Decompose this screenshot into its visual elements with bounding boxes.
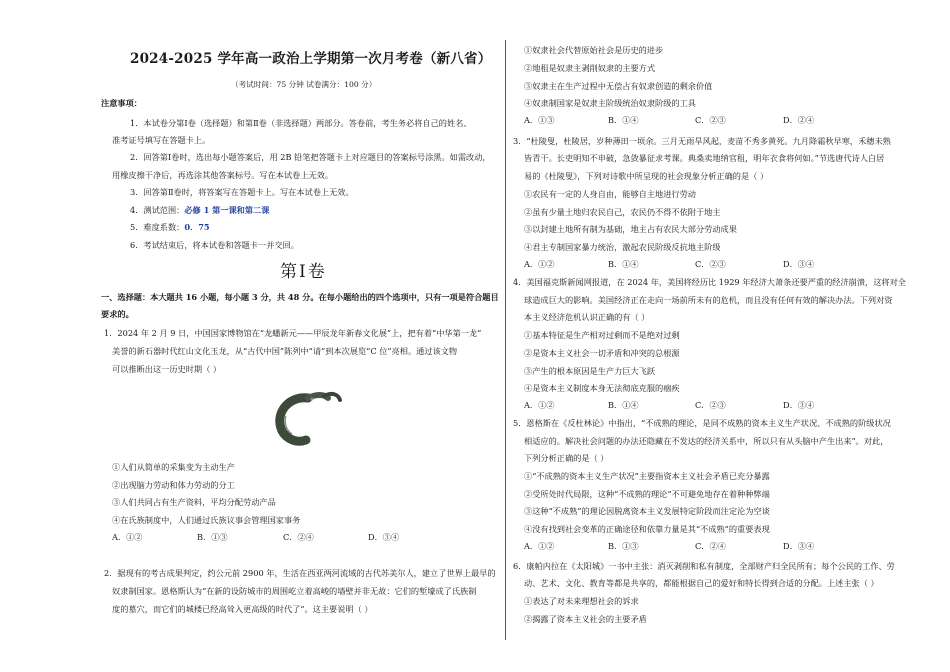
q5-option-1: ①“不成熟的资本主义生产状况”主要指资本主义社会矛盾已充分暴露 [524,471,770,481]
note-5-prefix: 5．难度系数： [130,222,185,232]
difficulty-value: 0．75 [184,222,210,232]
q3-option-4: ④君主专制国家暴力统治，激起农民阶级反抗地主阶级 [524,242,721,252]
q1-stem-c: 可以推断出这一历史时期（ ） [112,364,222,374]
q2-option-3: ③奴隶主在生产过程中无偿占有奴隶创造的剩余价值 [524,81,713,91]
q4-option-2: ②是资本主义社会一切矛盾和冲突的总根源 [524,348,680,358]
q2-stem-b: 奴隶制国家。恩格斯认为“在新的设防城市的周围屹立着高峻的墙壁并非无故：它们的堑壕成了氏族制 [112,586,477,596]
q2-choice-d: D．②④ [783,115,815,125]
test-scope: 必修 1 第一课和第二课 [184,205,270,215]
q6-option-1: ①表达了对未来理想社会的诉求 [524,596,639,606]
note-3: 3．回答第Ⅱ卷时，将答案写在答题卡上。写在本试卷上无效。 [130,187,354,197]
q4-option-1: ①基本特征是生产相对过剩而不是绝对过剩 [524,330,680,340]
note-2a: 2．回答第Ⅰ卷时，选出每小题答案后，用 2B 铅笔把答题卡上对应题目的答案标号涂黑。如需改动， [130,152,491,162]
q1-choice-b: B．①③ [197,532,228,542]
section-heading-a: 一、选择题：本大题共 16 小题，每小题 3 分，共 48 分。在每小题给出的四个选项中，只有一项是符合题目 [101,292,499,302]
q6-stem-b: 动、艺术、文化、教育等都是共享的，都能根据自己的爱好和特长得到合适的分配。上述主张（ ） [524,578,879,588]
q3-option-2: ②虽有少量土地归农民自己，农民仍不得不依附于地主 [524,207,721,217]
q1-stem-b: 美誉的新石器时代红山文化玉龙，从“古代中国”陈列中“请”到本次展览“C 位”亮相。通过该文物 [112,346,458,356]
q2-stem-c: 度的墓穴，而它们的城楼已经高耸入更高级的时代了”。这主要说明（ ） [112,604,373,614]
q3-stem-a: 3．“杜陵叟，杜陵居，岁种薄田一顷余。三月无雨旱风起，麦苗不秀多黄死。九月降霜秋早寒，禾穗未熟 [513,136,891,146]
q4-choice-b: B．①④ [608,400,639,410]
q6-option-2: ②揭露了资本主义社会的主要矛盾 [524,614,647,624]
q4-choice-d: D．③④ [783,400,815,410]
q3-choice-d: D．③④ [783,259,815,269]
q5-option-2: ②受所处时代局限，这种“不成熟的理论”不可避免地存在着种种弊端 [524,489,770,499]
note-4-prefix: 4．测试范围： [130,205,185,215]
q2-choice-b: B．①④ [608,115,639,125]
q2-option-1: ①奴隶社会代替原始社会是历史的进步 [524,45,664,55]
q5-stem-a: 5．恩格斯在《反杜林论》中指出，“不成熟的理论，是同不成熟的资本主义生产状况、不成熟的阶级状况 [513,418,891,428]
exam-info: （考试时间：75 分钟 试卷满分：100 分） [231,80,377,89]
jade-dragon-image [268,388,346,448]
q5-option-4: ④没有找到社会变革的正确途径和依靠力量是其“不成熟”的重要表现 [524,524,770,534]
q3-stem-b: 皆青干。长吏明知不申破，急敛暴征求考课。典桑卖地纳官租，明年衣食将何如。”节选唐代诗人白居 [524,153,885,163]
q4-choice-a: A．①② [524,400,555,410]
q4-option-3: ③产生的根本原因是生产力巨大飞跃 [524,366,656,376]
section-heading-b: 要求的。 [101,309,134,319]
page-title: 2024-2025 学年高一政治上学期第一次月考卷（新八省） [130,51,492,67]
notes-heading: 注意事项： [101,98,142,108]
q5-stem-b: 相适应的。解决社会问题的办法还隐藏在不发达的经济关系中，所以只有从头脑中产生出来”。对此， [524,436,889,446]
column-divider [505,40,506,640]
q5-choice-b: B．①③ [608,541,639,551]
note-5 [130,222,210,233]
q5-option-3: ③这种“不成熟”的理论因脱离资本主义发展特定阶段而注定沦为空谈 [524,506,770,516]
note-2b: 用橡皮擦干净后，再选涂其他答案标号。写在本试卷上无效。 [112,170,334,180]
q3-choice-a: A．①② [524,259,555,269]
q4-choice-c: C．②③ [695,400,726,410]
note-1b: 准考证号填写在答题卡上。 [112,135,211,145]
note-6: 6．考试结束后，将本试卷和答题卡一并交回。 [130,240,299,250]
q1-option-4: ④在氏族制度中，人们通过氏族议事会管理国家事务 [112,515,301,525]
q3-choice-b: B．①④ [608,259,639,269]
q1-choice-c: C．②④ [283,532,314,542]
q3-choice-c: C．②③ [695,259,726,269]
q5-choice-a: A．①② [524,541,555,551]
q1-choice-d: D．③④ [368,532,400,542]
q2-option-2: ②地租是奴隶主剥削奴隶的主要方式 [524,63,656,73]
note-4 [130,205,269,216]
q4-option-4: ④是资本主义制度本身无法彻底克服的痼疾 [524,383,680,393]
q2-option-4: ④奴隶制国家是奴隶主阶级统治奴隶阶级的工具 [524,98,696,108]
q4-stem-b: 球造成巨大的影响。美国经济正在走向一场前所未有的危机，而且没有任何有效的解决办法。下列对资 [524,295,893,305]
note-1a: 1．本试卷分第Ⅰ卷（选择题）和第Ⅱ卷（非选择题）两部分。答卷前，考生务必将自己的姓名、 [130,118,472,128]
q3-option-3: ③以封建土地所有制为基础，地主占有农民大部分劳动成果 [524,224,737,234]
q1-choice-a: A．①② [112,532,143,542]
q1-option-1: ①人们从简单的采集变为主动生产 [112,462,235,472]
q2-choice-a: A．①③ [524,115,555,125]
q1-stem-a: 1．2024 年 2 月 9 日，中国国家博物馆在“龙蟠新元——甲辰龙年新春文化展”上，把有着“中华第一龙” [104,328,482,338]
q1-option-3: ③人们共同占有生产资料，平均分配劳动产品 [112,497,276,507]
q5-choice-d: D．③④ [783,541,815,551]
q5-choice-c: C．②④ [695,541,726,551]
volume-title: 第Ⅰ卷 [280,262,327,282]
q5-stem-c: 下列分析正确的是（ ） [524,453,609,463]
q2-choice-c: C．②③ [695,115,726,125]
q4-stem-c: 本主义经济危机认识正确的有（ ） [524,312,650,322]
q4-stem-a: 4．美国福克斯新闻网报道，在 2024 年，美国将经历比 1929 年经济大萧条还要严重的经济崩溃，这将对全 [513,277,906,287]
q6-stem-a: 6．康帕内拉在《太阳城》一书中主张：消灭剥削和私有制度，全部财产归全民所有；每个公民的工作、劳 [513,561,895,571]
q3-stem-c: 易的《杜陵叟》，下列对诗歌中所呈现的社会现象分析正确的是（ ） [524,171,769,181]
q3-option-1: ①农民有一定的人身自由，能够自主地进行劳动 [524,189,696,199]
q1-option-2: ②出现脑力劳动和体力劳动的分工 [112,480,235,490]
q2-stem-a: 2．据现有的考古成果判定，约公元前 2900 年，生活在西亚两河流域的古代苏美尔人，建立了世界上最早的 [104,568,496,578]
